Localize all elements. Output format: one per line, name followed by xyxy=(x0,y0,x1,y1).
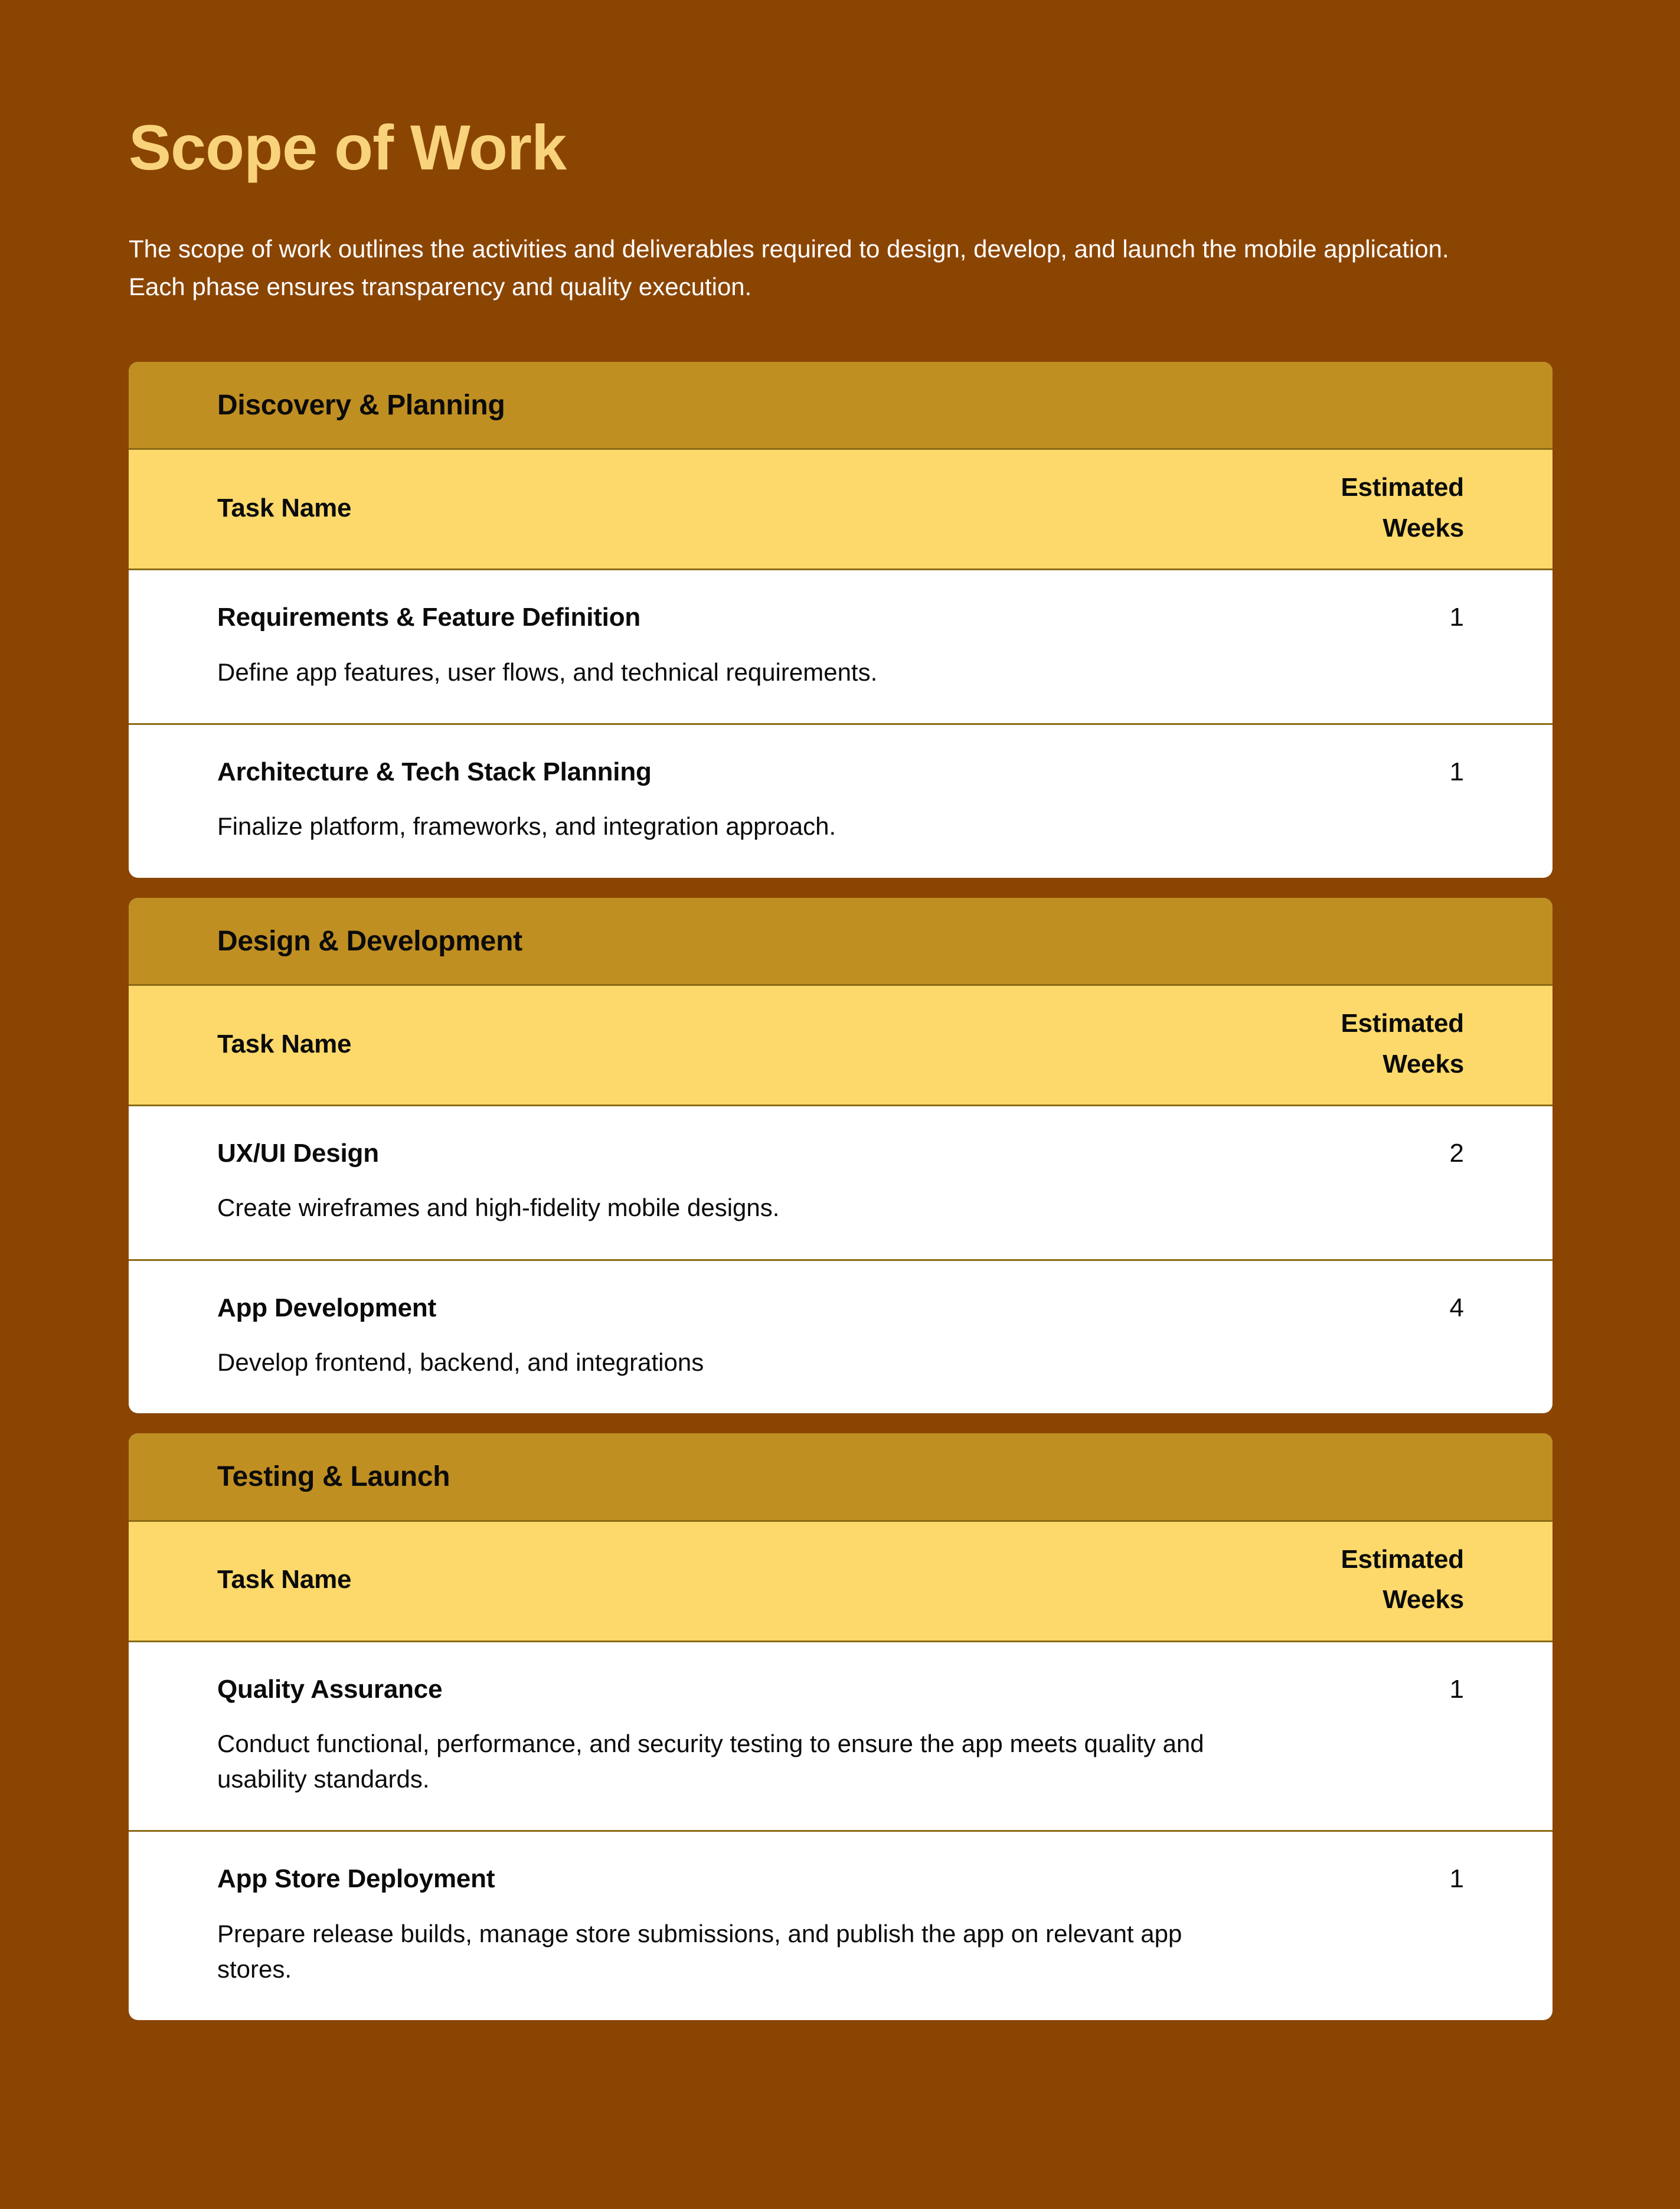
section-card xyxy=(129,1433,1552,2020)
column-header-estimated-weeks xyxy=(1210,1004,1464,1084)
table-row xyxy=(129,1832,1552,2020)
table-column-header xyxy=(129,1520,1552,1642)
table-row xyxy=(129,1642,1552,1832)
task-estimated-weeks: 2 xyxy=(1449,1138,1464,1168)
table-row-top xyxy=(217,1864,1464,1895)
column-header-task-name: Task Name xyxy=(217,1029,352,1058)
section-card xyxy=(129,362,1552,878)
section-header xyxy=(129,362,1552,449)
task-name: Requirements & Feature Definition xyxy=(217,602,641,632)
task-description: Finalize platform, frameworks, and integration approach. xyxy=(217,812,836,841)
task-name: Quality Assurance xyxy=(217,1674,443,1704)
page-title: Scope of Work xyxy=(129,112,567,183)
task-description: Prepare release builds, manage store submissions, and publish the app on relevant app stores. xyxy=(217,1920,1182,1983)
column-header-estimated-weeks-line1: Estimated xyxy=(1341,1545,1464,1574)
sections-container xyxy=(129,306,1551,2021)
task-estimated-weeks: 1 xyxy=(1449,757,1464,786)
task-description: Define app features, user flows, and technical requirements. xyxy=(217,658,878,686)
column-header-estimated-weeks xyxy=(1210,468,1464,548)
table-column-header xyxy=(129,984,1552,1106)
column-header-task-name: Task Name xyxy=(217,1565,352,1594)
table-column-header xyxy=(129,448,1552,570)
section-header-title: Design & Development xyxy=(217,925,522,957)
section-header-title: Testing & Launch xyxy=(217,1461,450,1493)
table-row xyxy=(129,1106,1552,1261)
task-estimated-weeks: 1 xyxy=(1449,1674,1464,1704)
column-header-estimated-weeks-line2: Weeks xyxy=(1382,513,1464,543)
section-header xyxy=(129,898,1552,985)
column-header-estimated-weeks-line2: Weeks xyxy=(1382,1049,1464,1079)
column-header-estimated-weeks-line2: Weeks xyxy=(1382,1585,1464,1615)
task-name: App Store Deployment xyxy=(217,1864,495,1894)
table-row xyxy=(129,725,1552,878)
section-header xyxy=(129,1433,1552,1520)
task-estimated-weeks: 4 xyxy=(1449,1293,1464,1322)
task-name: Architecture & Tech Stack Planning xyxy=(217,757,652,786)
table-row-top xyxy=(217,602,1464,633)
table-row-top xyxy=(217,1674,1464,1705)
section-header-title: Discovery & Planning xyxy=(217,389,505,421)
task-description: Conduct functional, performance, and security testing to ensure the app meets quality and usability standards. xyxy=(217,1730,1204,1793)
table-row xyxy=(129,570,1552,725)
task-description: Create wireframes and high-fidelity mobile designs. xyxy=(217,1194,780,1222)
table-row xyxy=(129,1261,1552,1414)
intro-paragraph: The scope of work outlines the activities and deliverables required to design, develop, and launch the mobile application. Each phase ensures transparency and quality execution. xyxy=(129,235,1449,300)
table-row-top xyxy=(217,1138,1464,1169)
task-name: UX/UI Design xyxy=(217,1138,379,1168)
table-row-top xyxy=(217,757,1464,788)
column-header-estimated-weeks xyxy=(1210,1540,1464,1620)
task-estimated-weeks: 1 xyxy=(1449,602,1464,632)
section-card xyxy=(129,898,1552,1414)
column-header-estimated-weeks-line1: Estimated xyxy=(1341,1009,1464,1038)
column-header-task-name: Task Name xyxy=(217,493,352,522)
task-name: App Development xyxy=(217,1293,437,1322)
table-row-top xyxy=(217,1293,1464,1324)
task-estimated-weeks: 1 xyxy=(1449,1864,1464,1894)
column-header-estimated-weeks-line1: Estimated xyxy=(1341,473,1464,502)
task-description: Develop frontend, backend, and integrations xyxy=(217,1348,704,1377)
